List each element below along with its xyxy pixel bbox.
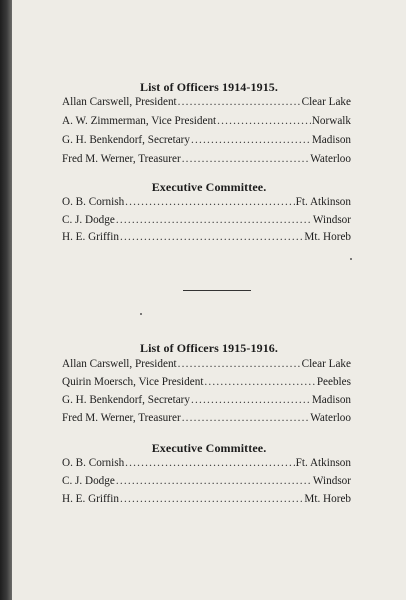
paper-speck [140, 313, 142, 315]
section-divider-rule [183, 290, 251, 291]
committee-row [62, 457, 351, 473]
committee-row [62, 214, 351, 230]
leader-dots [182, 412, 310, 424]
officer-name: Quirin Moersch, Vice President [62, 376, 204, 388]
officer-place: Clear Lake [301, 358, 351, 370]
leader-dots [178, 96, 301, 108]
officer-row [62, 115, 351, 131]
leader-dots [178, 358, 301, 370]
member-name: H. E. Griffin [62, 493, 119, 505]
officer-name: Allan Carswell, President [62, 358, 177, 370]
officer-name: Allan Carswell, President [62, 96, 177, 108]
officer-place: Peebles [316, 376, 351, 388]
officer-name: Fred M. Werner, Treasurer [62, 412, 181, 424]
officer-place: Norwalk [311, 115, 351, 127]
leader-dots [125, 457, 294, 469]
member-place: Windsor [312, 475, 351, 487]
officer-place: Madison [311, 394, 351, 406]
leader-dots [116, 475, 312, 487]
officer-row [62, 153, 351, 169]
officer-name: G. H. Benkendorf, Secretary [62, 134, 190, 146]
paper-speck [350, 258, 352, 260]
member-name: C. J. Dodge [62, 214, 115, 226]
member-name: O. B. Cornish [62, 196, 125, 208]
leader-dots [191, 394, 311, 406]
leader-dots [116, 214, 312, 226]
officer-row [62, 412, 351, 428]
book-binding-edge [0, 0, 12, 600]
member-place: Mt. Horeb [304, 493, 351, 505]
officer-row [62, 358, 351, 374]
committee-row [62, 196, 351, 212]
officers-1914-1915-heading: List of Officers 1914-1915. [139, 80, 278, 94]
executive-committee-heading-block [12, 180, 406, 195]
officers-1915-1916-heading: List of Officers 1915-1916. [139, 341, 278, 355]
committee-row [62, 231, 351, 247]
committee-row [62, 493, 351, 509]
leader-dots [191, 134, 311, 146]
member-name: C. J. Dodge [62, 475, 115, 487]
leader-dots [125, 196, 294, 208]
committee-row [62, 475, 351, 491]
member-place: Ft. Atkinson [295, 457, 351, 469]
executive-committee-heading: Executive Committee. [151, 441, 267, 455]
officer-name: G. H. Benkendorf, Secretary [62, 394, 190, 406]
leader-dots [204, 376, 315, 388]
officer-name: A. W. Zimmerman, Vice President [62, 115, 217, 127]
leader-dots [217, 115, 311, 127]
officer-place: Waterloo [310, 153, 351, 165]
officer-row [62, 134, 351, 150]
officer-place: Madison [311, 134, 351, 146]
officer-row [62, 96, 351, 112]
officer-row [62, 376, 351, 392]
member-place: Windsor [312, 214, 351, 226]
officer-place: Waterloo [310, 412, 351, 424]
leader-dots [120, 231, 303, 243]
member-place: Ft. Atkinson [295, 196, 351, 208]
officer-name: Fred M. Werner, Treasurer [62, 153, 181, 165]
officer-row [62, 394, 351, 410]
document-page [12, 0, 406, 600]
leader-dots [182, 153, 310, 165]
officers-1914-1915-heading-block [12, 80, 406, 95]
officers-1915-1916-heading-block [12, 341, 406, 356]
executive-committee-heading-block [12, 441, 406, 456]
member-name: H. E. Griffin [62, 231, 119, 243]
member-name: O. B. Cornish [62, 457, 125, 469]
leader-dots [120, 493, 303, 505]
officer-place: Clear Lake [301, 96, 351, 108]
member-place: Mt. Horeb [304, 231, 351, 243]
executive-committee-heading: Executive Committee. [151, 180, 267, 194]
